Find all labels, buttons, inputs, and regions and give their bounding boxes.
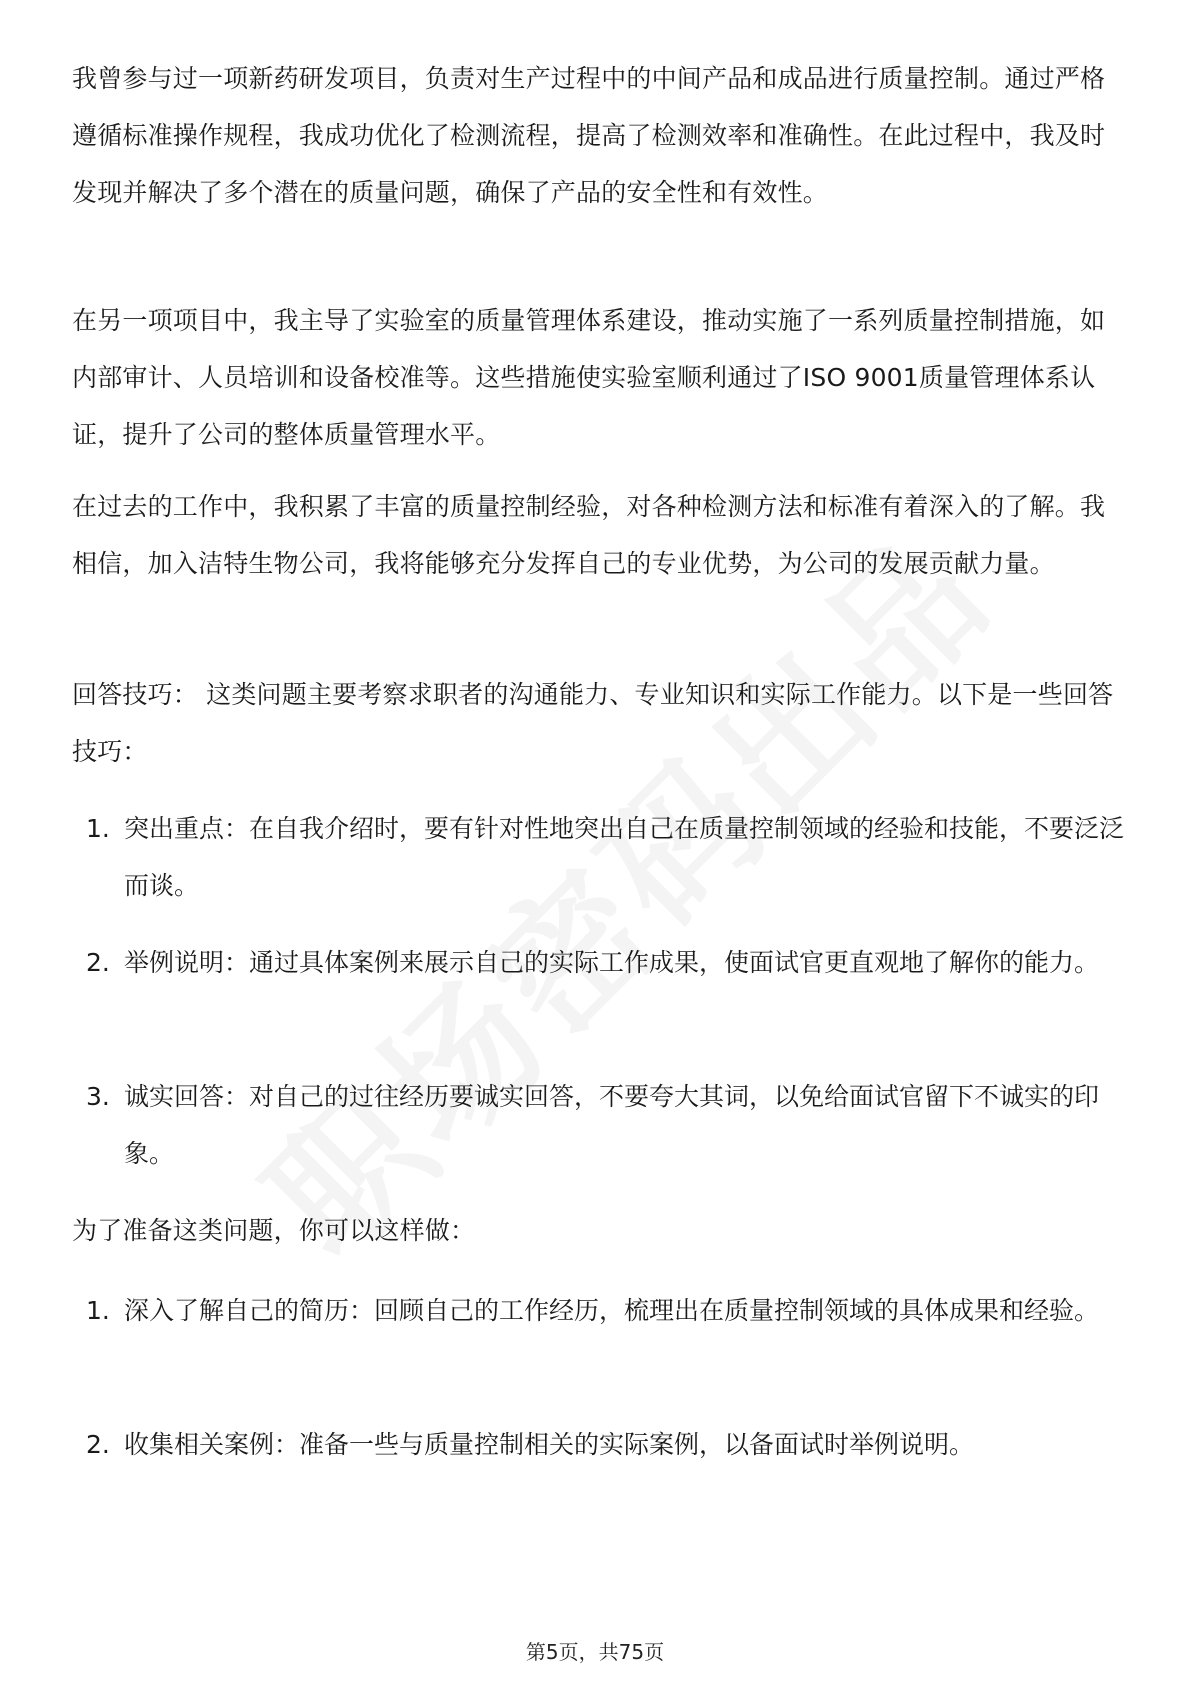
list-number: 3. (86, 1082, 110, 1111)
list-item-tip-1 (72, 800, 1124, 914)
list-number: 1. (86, 1296, 110, 1325)
list-item-text: 诚实回答：对自己的过往经历要诚实回答，不要夸大其词，以免给面试官留下不诚实的印象。 (124, 1082, 1100, 1168)
list-number: 2. (86, 1430, 110, 1459)
page-footer: 第5页，共75页 (525, 1640, 665, 1664)
paragraph-summary: 在过去的工作中，我积累了丰富的质量控制经验，对各种检测方法和标准有着深入的了解。我相信，加入洁特生物公司，我将能够充分发挥自己的专业优势，为公司的发展贡献力量。 (72, 492, 1106, 578)
list-item-text: 收集相关案例：准备一些与质量控制相关的实际案例，以备面试时举例说明。 (124, 1430, 975, 1459)
paragraph-answer-tips: 回答技巧： 这类问题主要考察求职者的沟通能力、专业知识和实际工作能力。以下是一些回答技巧： (72, 680, 1114, 766)
list-item-text: 深入了解自己的简历：回顾自己的工作经历，梳理出在质量控制领域的具体成果和经验。 (124, 1296, 1100, 1325)
paragraph-quality-system: 在另一项项目中，我主导了实验室的质量管理体系建设，推动实施了一系列质量控制措施，如内部审计、人员培训和设备校准等。这些措施使实验室顺利通过了ISO 9001质量管理体系认证，提升了公司的整体质量管理水平。 (72, 306, 1106, 449)
list-item-prep-1 (72, 1282, 1124, 1339)
list-item-prep-2 (72, 1416, 1124, 1473)
prep-heading: 为了准备这类问题，你可以这样做： (72, 1216, 476, 1245)
list-item-text: 突出重点：在自我介绍时，要有针对性地突出自己在质量控制领域的经验和技能，不要泛泛而谈。 (124, 814, 1125, 900)
paragraph-project-experience: 我曾参与过一项新药研发项目，负责对生产过程中的中间产品和成品进行质量控制。通过严格遵循标准操作规程，我成功优化了检测流程，提高了检测效率和准确性。在此过程中，我及时发现并解决了多个潜在的质量问题，确保了产品的安全性和有效性。 (72, 64, 1106, 207)
list-item-tip-2 (72, 934, 1124, 991)
list-number: 1. (86, 814, 110, 843)
list-number: 2. (86, 948, 110, 977)
list-item-tip-3 (72, 1068, 1124, 1182)
list-item-text: 举例说明：通过具体案例来展示自己的实际工作成果，使面试官更直观地了解你的能力。 (124, 948, 1100, 977)
